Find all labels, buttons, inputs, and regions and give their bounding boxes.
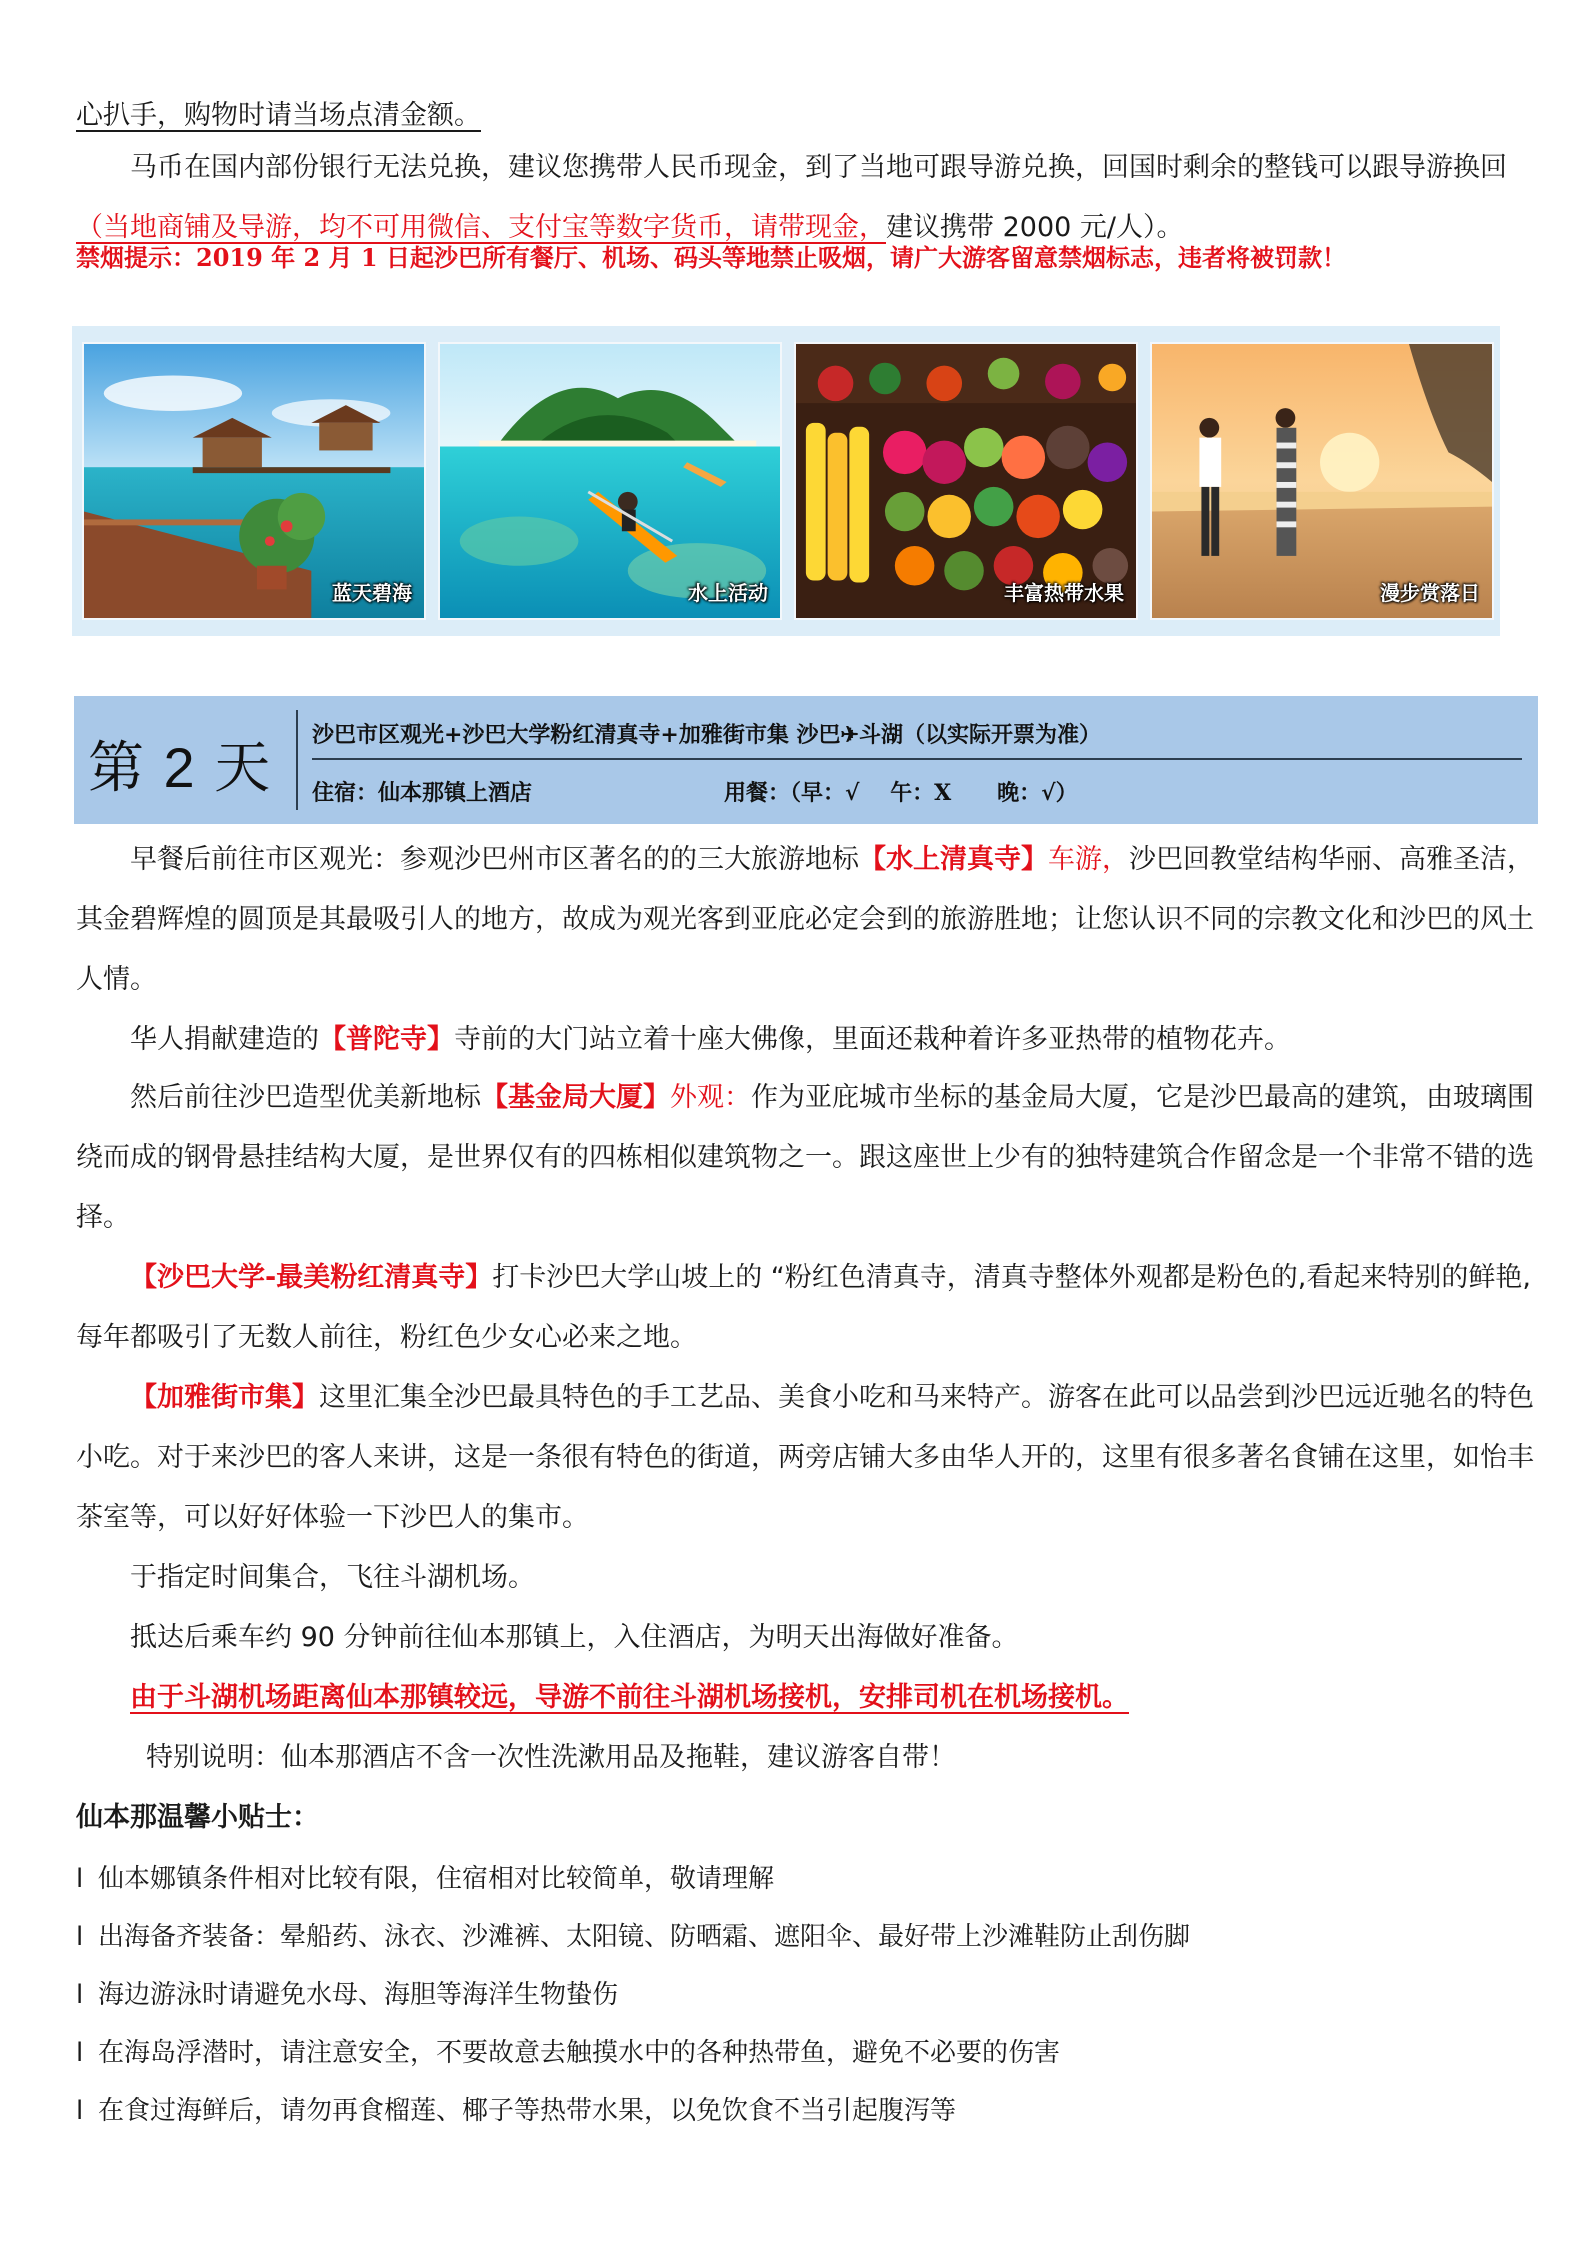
photo-caption: 漫步赏落日: [1380, 581, 1480, 605]
tips-title: 仙本那温馨小贴士：: [76, 1802, 319, 1833]
tip-item: l 在食过海鲜后，请勿再食榴莲、椰子等热带水果，以免饮食不当引起腹泻等: [76, 2082, 956, 2140]
photo-tropical-fruits: [794, 342, 1138, 620]
bullet-marker: l: [76, 1980, 84, 2010]
header-rule: [312, 758, 1522, 760]
tip-item: l 出海备齐装备：晕船药、泳衣、沙滩裤、太阳镜、防晒霜、遮阳伞、最好带上沙滩鞋防止刮伤脚: [76, 1908, 1190, 1966]
arrival-paragraph: 抵达后乘车约 90 分钟前往仙本那镇上，入住酒店，为明天出海做好准备。: [130, 1622, 1019, 1653]
tip-item: l 在海岛浮潜时，请注意安全，不要故意去触摸水中的各种热带鱼，避免不必要的伤害: [76, 2024, 1060, 2082]
photo-blue-sea: [82, 342, 426, 620]
day-label: 第 2 天: [88, 736, 273, 799]
smoking-notice: 禁烟提示：2019 年 2 月 1 日起沙巴所有餐厅、机场、码头等地禁止吸烟，请广大游客留意禁烟标志，违者将被罚款！: [76, 243, 1346, 272]
mosque-paragraph: 早餐后前往市区观光：参观沙巴州市区著名的的三大旅游地标【水上清真寺】车游，沙巴回教堂结构华丽、高雅圣洁， 其金碧辉煌的圆顶是其最吸引人的地方，故成为观光客到亚庇必定会到的旅游胜地；让您认识不同的宗教文化和沙巴的风土人情。: [76, 844, 1534, 995]
tip-item: l 仙本娜镇条件相对比较有限，住宿相对比较简单，敬请理解: [76, 1850, 774, 1908]
day-header: [74, 696, 1538, 824]
pink-mosque-paragraph: 【沙巴大学-最美粉红清真寺】打卡沙巴大学山坡上的 “粉红色清真寺，清真寺整体外观都是粉色的,看起来特别的鲜艳,每年都吸引了无数人前往，粉红色少女心必来之地。: [76, 1262, 1531, 1353]
pickup-notice: 由于斗湖机场距离仙本那镇较远，导游不前往斗湖机场接机，安排司机在机场接机。: [130, 1682, 1129, 1713]
photo-water-activities: [438, 342, 782, 620]
tip-item: l 海边游泳时请避免水母、海胆等海洋生物蛰伤: [76, 1966, 618, 2024]
day-meals: 用餐：（早：√ 午：X 晚：√）: [724, 780, 1078, 806]
bullet-marker: l: [76, 2096, 84, 2126]
intro-line: 心扒手，购物时请当场点清金额。: [76, 100, 481, 131]
day-route: 沙巴市区观光+沙巴大学粉红清真寺+加雅街市集 沙巴✈斗湖（以实际开票为准）: [312, 722, 1101, 748]
photo-sunset-walk: [1150, 342, 1494, 620]
bullet-marker: l: [76, 1922, 84, 1952]
temple-paragraph: 华人捐献建造的【普陀寺】寺前的大门站立着十座大佛像，里面还栽种着许多亚热带的植物花卉。: [130, 1024, 1291, 1055]
special-note: 特别说明：仙本那酒店不含一次性洗漱用品及拖鞋，建议游客自带！: [146, 1742, 956, 1773]
photo-caption: 蓝天碧海: [332, 581, 412, 605]
photo-strip: [72, 326, 1500, 636]
photo-caption: 丰富热带水果: [1004, 581, 1124, 605]
tower-paragraph: 然后前往沙巴造型优美新地标【基金局大厦】外观：作为亚庇城市坐标的基金局大厦，它是沙巴最高的建筑，由玻璃围绕而成的钢骨悬挂结构大厦，是世界仅有的四栋相似建筑物之一。跟这座世上少有的独特建筑合作留念是一个非常不错的选择。: [76, 1082, 1534, 1233]
header-divider: [296, 710, 298, 810]
bullet-marker: l: [76, 2038, 84, 2068]
bullet-marker: l: [76, 1864, 84, 1894]
currency-paragraph: 马币在国内部份银行无法兑换，建议您携带人民币现金，到了当地可跟导游兑换，回国时剩余的整钱可以跟导游换回（当地商铺及导游，均不可用微信、支付宝等数字货币，请带现金，建议携带 2000 元/人）。: [76, 152, 1507, 243]
photo-caption: 水上活动: [688, 581, 768, 605]
flight-paragraph: 于指定时间集合，飞往斗湖机场。: [130, 1562, 535, 1593]
day-hotel: 住宿：仙本那镇上酒店: [312, 780, 533, 806]
market-paragraph: 【加雅街市集】这里汇集全沙巴最具特色的手工艺品、美食小吃和马来特产。游客在此可以品尝到沙巴远近驰名的特色小吃。对于来沙巴的客人来讲，这是一条很有特色的街道，两旁店铺大多由华人开的，这里有很多著名食铺在这里，如怡丰茶室等，可以好好体验一下沙巴人的集市。: [76, 1382, 1534, 1533]
